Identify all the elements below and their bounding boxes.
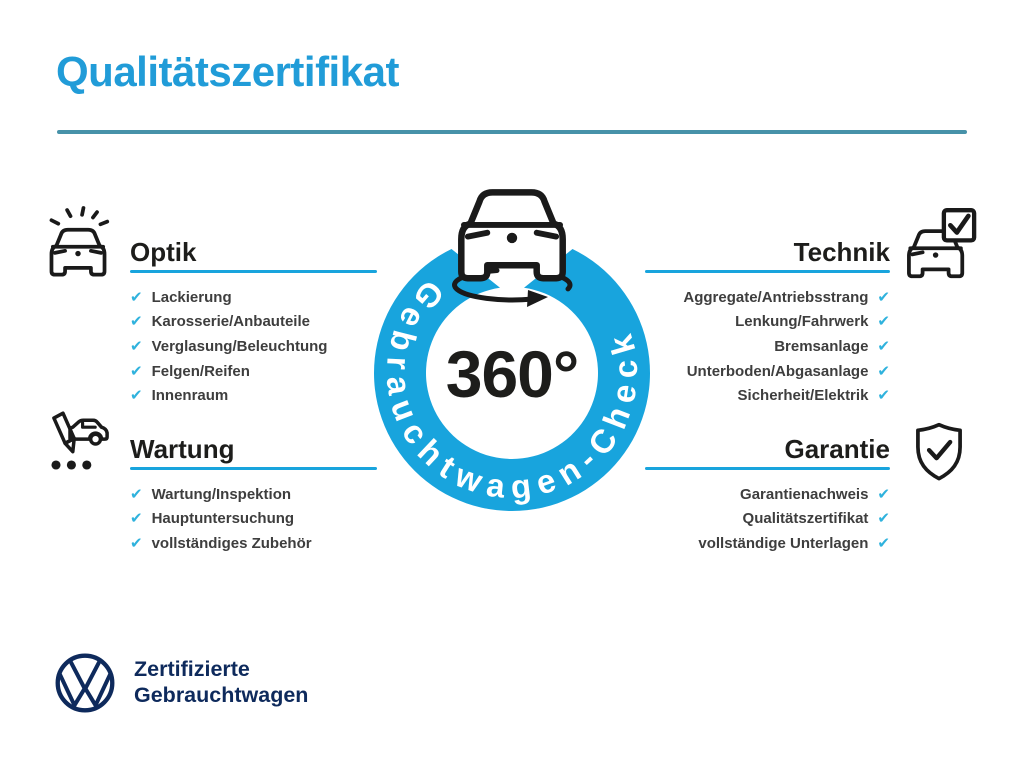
section-underline	[130, 467, 377, 470]
check-item: Lenkung/Fahrwerk ✔	[735, 312, 890, 331]
check-item: ✔ Verglasung/Beleuchtung	[130, 336, 328, 355]
badge-degree-text: 360°	[445, 337, 579, 411]
car-shine-icon	[44, 206, 112, 278]
brand-claim	[134, 656, 308, 708]
check-icon: ✔	[130, 312, 143, 331]
check-item: ✔ Felgen/Reifen	[130, 361, 250, 380]
check-item: Garantienachweis ✔	[740, 484, 890, 503]
check-item: ✔ Lackierung	[130, 287, 232, 306]
brand-line-2: Gebrauchtwagen	[134, 683, 309, 707]
check-icon: ✔	[877, 287, 890, 306]
section-underline	[645, 467, 890, 470]
check-icon: ✔	[877, 386, 890, 405]
check-item: Unterboden/Abgasanlage ✔	[686, 361, 890, 380]
check-icon: ✔	[130, 509, 143, 528]
section-underline	[130, 270, 377, 273]
check-item: vollständige Unterlagen ✔	[698, 533, 890, 552]
check-icon: ✔	[877, 361, 890, 380]
service-checklist-icon	[42, 408, 112, 480]
check-icon: ✔	[877, 312, 890, 331]
brand-line-1: Zertifizierte	[134, 657, 250, 681]
check-item: Aggregate/Antriebsstrang ✔	[683, 287, 890, 306]
check-icon: ✔	[877, 336, 890, 355]
section-title-wartung: Wartung	[130, 434, 235, 464]
check-item: Sicherheit/Elektrik ✔	[737, 386, 890, 405]
check-item: ✔ vollständiges Zubehör	[130, 533, 312, 552]
check-icon: ✔	[877, 533, 890, 552]
wartung-items	[130, 482, 390, 556]
check-icon: ✔	[130, 336, 143, 355]
check-item: ✔ Wartung/Inspektion	[130, 484, 292, 503]
check-icon: ✔	[130, 287, 143, 306]
section-title-optik: Optik	[130, 237, 197, 267]
section-wartung	[130, 433, 390, 556]
check-icon: ✔	[130, 361, 143, 380]
title-divider	[57, 130, 967, 134]
check-icon: ✔	[130, 533, 143, 552]
badge-360-check	[370, 185, 654, 525]
check-icon: ✔	[877, 509, 890, 528]
check-item: Qualitätszertifikat ✔	[742, 509, 890, 528]
check-item: ✔ Innenraum	[130, 386, 229, 405]
check-icon: ✔	[130, 484, 143, 503]
check-item: ✔ Karosserie/Anbauteile	[130, 312, 310, 331]
check-item: ✔ Hauptuntersuchung	[130, 509, 295, 528]
section-title-technik: Technik	[793, 237, 890, 267]
badge-ring-text: Gebrauchtwagen-Check	[379, 273, 645, 506]
check-item: Bremsanlage ✔	[774, 336, 890, 355]
page-title: Qualitätszertifikat	[56, 48, 399, 95]
shield-check-icon	[908, 418, 970, 486]
check-icon: ✔	[130, 386, 143, 405]
section-title-garantie: Garantie	[784, 434, 890, 464]
check-icon: ✔	[877, 484, 890, 503]
car-checkbox-icon	[903, 208, 979, 280]
section-underline	[645, 270, 890, 273]
optik-items	[130, 285, 390, 408]
section-optik	[130, 236, 390, 408]
vw-logo	[54, 652, 116, 714]
